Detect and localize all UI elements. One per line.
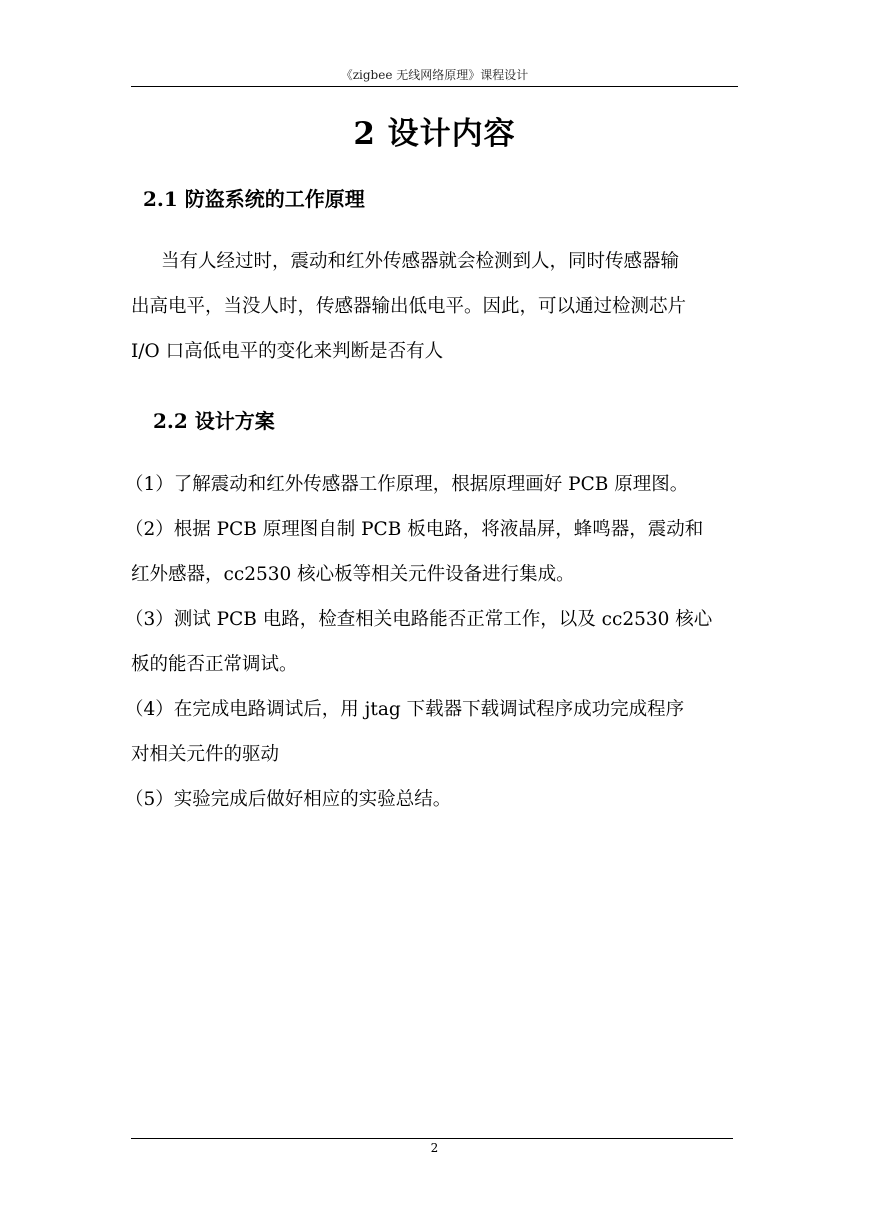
list-item-line: 红外感器，cc2530 核心板等相关元件设备进行集成。 bbox=[131, 564, 575, 585]
list-item-line: 板的能否正常调试。 bbox=[131, 654, 298, 675]
footer-divider bbox=[131, 1138, 733, 1139]
page-number: 2 bbox=[430, 1141, 439, 1155]
running-header: 《zigbee 无线网络原理》课程设计 bbox=[340, 68, 529, 82]
list-item-line: （5）实验完成后做好相应的实验总结。 bbox=[125, 789, 452, 810]
chapter-title: 2 设计内容 bbox=[353, 116, 516, 152]
paragraph-line: I/O 口高低电平的变化来判断是否有人 bbox=[131, 341, 444, 362]
section-heading-2-1: 2.1 防盗系统的工作原理 bbox=[143, 187, 365, 211]
list-item-line: （2）根据 PCB 原理图自制 PCB 板电路，将液晶屏，蜂鸣器，震动和 bbox=[125, 519, 704, 540]
section-heading-2-2: 2.2 设计方案 bbox=[153, 409, 275, 433]
paragraph-line: 当有人经过时，震动和红外传感器就会检测到人，同时传感器输 bbox=[161, 251, 680, 272]
list-item-line: （4）在完成电路调试后，用 jtag 下载器下载调试程序成功完成程序 bbox=[125, 699, 685, 720]
list-item-line: （1）了解震动和红外传感器工作原理，根据原理画好 PCB 原理图。 bbox=[125, 474, 689, 495]
header-divider bbox=[131, 86, 738, 87]
paragraph-line: 出高电平，当没人时，传感器输出低电平。因此，可以通过检测芯片 bbox=[131, 296, 687, 317]
list-item-line: 对相关元件的驱动 bbox=[131, 744, 280, 765]
list-item-line: （3）测试 PCB 电路，检查相关电路能否正常工作，以及 cc2530 核心 bbox=[125, 609, 713, 630]
